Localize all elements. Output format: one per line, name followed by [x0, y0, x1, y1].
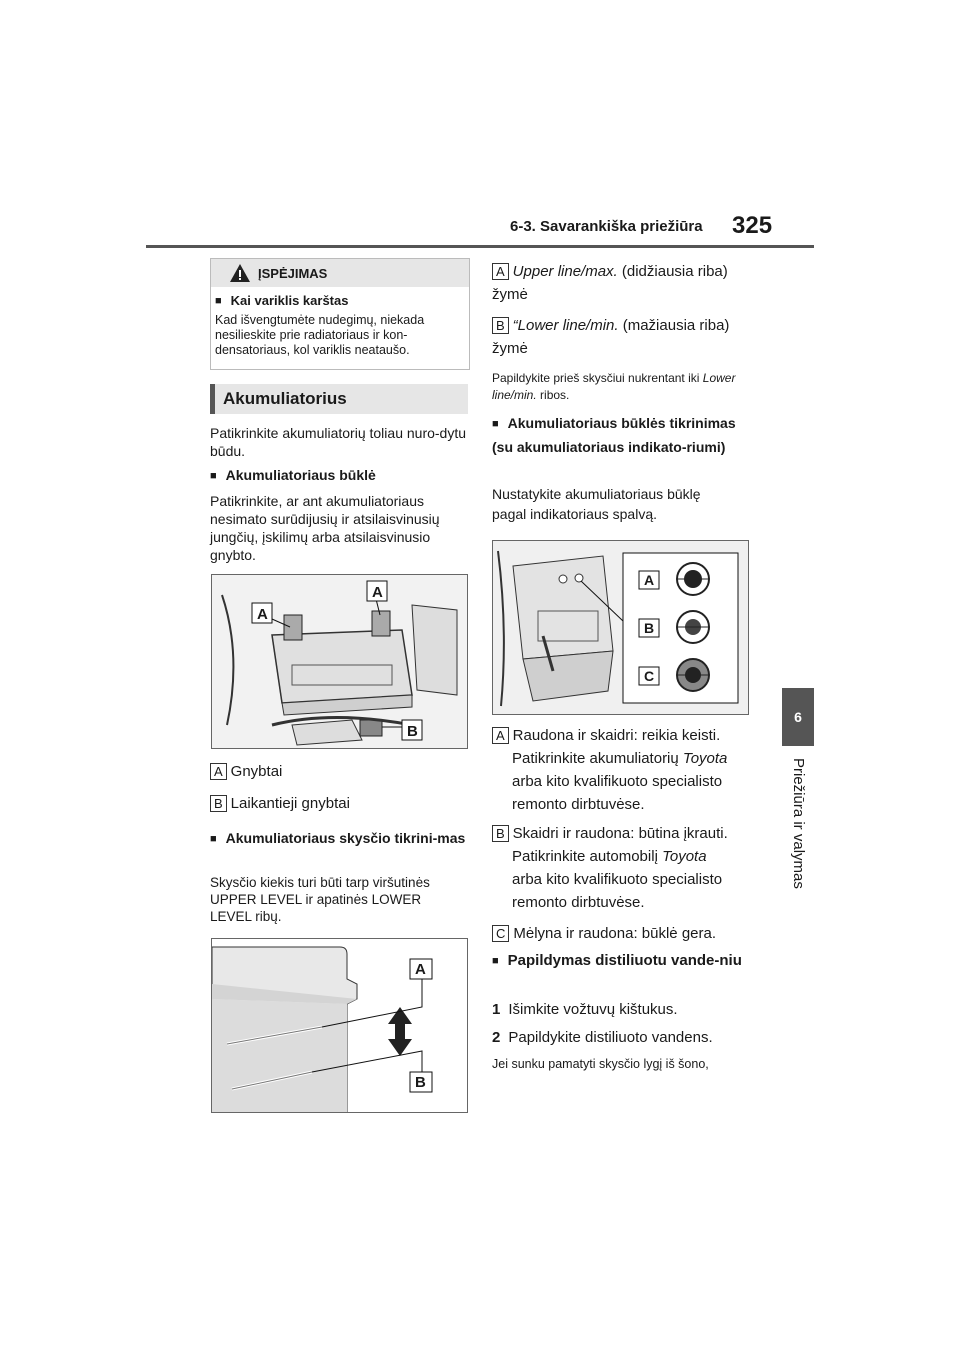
- mark-a: [492, 260, 754, 306]
- figure-label: A: [257, 606, 268, 623]
- indicator-a-brand: Toyota: [682, 750, 728, 767]
- figure-label: B: [407, 723, 418, 740]
- mark-b-box: B: [492, 317, 509, 334]
- intro-text: Patikrinkite akumuliatorių toliau nuro-dytu būdu.: [210, 425, 467, 459]
- fluid-level-figure: [211, 938, 468, 1113]
- indicator-c-box: C: [492, 925, 509, 942]
- heading-battery-condition: ■ Akumuliatoriaus būklė: [210, 466, 376, 486]
- step-2-text: Papildykite distiliuoto vandens.: [508, 1029, 713, 1046]
- warning-header: [211, 259, 469, 287]
- indicator-item-b: [492, 822, 754, 914]
- section-heading: [210, 384, 468, 414]
- heading-distilled-water: ■ Papildymas distiliuotu vande-niu: [492, 950, 754, 973]
- indicator-b-brand: Toyota: [662, 848, 707, 865]
- legend-a: [210, 760, 282, 783]
- warning-box: [210, 258, 470, 370]
- page-number: 325: [732, 212, 773, 239]
- battery-condition-text: Patikrinkite, ar ant akumuliatoriaus nesimato surūdijusių ir atsilaisvinusių jungčių, įskilimų arba atsilaisvinusio gnybto.: [210, 493, 440, 563]
- chapter-title: Priežiūra ir valymas: [790, 758, 807, 889]
- heading-fluid-check: ■ Akumuliatoriaus skysčio tikrini-mas: [210, 826, 466, 852]
- indicator-item-c: [492, 922, 754, 945]
- mark-b: [492, 314, 754, 360]
- figure-label: C: [644, 668, 655, 684]
- section-heading-text: Akumuliatorius: [223, 389, 347, 408]
- indicator-b-check: Patikrinkite automobilį: [512, 848, 658, 865]
- indicator-b-box: B: [492, 825, 509, 842]
- indicator-a-line3: arba kito kvalifikuoto specialisto remonto dirbtuvėse.: [512, 773, 723, 813]
- indicator-b-status: Skaidri ir raudona: būtina įkrauti.: [512, 825, 728, 842]
- legend-b-box: B: [210, 795, 227, 812]
- chapter-tab: 6: [782, 688, 814, 746]
- figure-label: B: [644, 620, 655, 636]
- mark-a-label: Upper line/max.: [512, 263, 618, 280]
- step-1: [492, 998, 678, 1021]
- refill-note-pre: Papildykite prieš skysčiui nukrentant iki: [492, 371, 700, 385]
- figure-label: A: [644, 572, 655, 588]
- battery-indicator-figure: [492, 540, 749, 715]
- indicator-check-text: Nustatykite akumuliatoriaus būklę pagal indikatoriaus spalvą.: [492, 486, 701, 522]
- indicator-a-check: Patikrinkite akumuliatorių: [512, 750, 679, 767]
- figure-label: B: [415, 1074, 426, 1091]
- section-title: 6-3. Savarankiška priežiūra: [510, 218, 703, 235]
- figure-label: A: [372, 584, 383, 601]
- step-2-number: 2: [492, 1029, 501, 1046]
- mark-b-label: “Lower line/min.: [512, 317, 619, 334]
- indicator-b-line1: [492, 822, 754, 845]
- legend-b-text: Laikantieji gnybtai: [230, 795, 350, 812]
- indicator-a-status: Raudona ir skaidri: reikia keisti.: [512, 727, 721, 744]
- indicator-b-line3: arba kito kvalifikuoto specialisto remonto dirbtuvėse.: [512, 871, 723, 911]
- figure-label: A: [415, 961, 426, 978]
- step-1-text: Išimkite vožtuvų kištukus.: [508, 1001, 678, 1018]
- indicator-a-line1: [492, 724, 754, 747]
- indicator-b-line2: [492, 845, 754, 868]
- refill-note-mark: Lower line/min.: [492, 371, 736, 402]
- indicator-c-status: Mėlyna ir raudona: būklė gera.: [513, 925, 717, 942]
- warning-title: ĮSPĖJIMAS: [258, 266, 328, 281]
- heading-indicator-check: ■ Akumuliatoriaus būklės tikrinimas (su akumuliatoriaus indikato-riumi): [492, 412, 754, 458]
- warning-subtitle: ■ Kai variklis karštas: [215, 293, 348, 308]
- mark-a-desc: (didžiausia riba) žymė: [492, 263, 728, 303]
- indicator-item-a: [492, 724, 754, 816]
- refill-note-post: ribos.: [540, 388, 570, 402]
- legend-b: [210, 792, 350, 815]
- battery-indicator-illustration: [493, 541, 748, 714]
- step-2: [492, 1026, 713, 1049]
- refill-note: [492, 370, 748, 404]
- mark-a-box: A: [492, 263, 509, 280]
- fluid-level-illustration: [212, 939, 467, 1112]
- legend-a-box: A: [210, 763, 227, 780]
- mark-b-desc: (mažiausia riba) žymė: [492, 317, 730, 357]
- header-rule: [146, 245, 814, 248]
- battery-illustration: [212, 575, 467, 748]
- fluid-check-text: Skysčio kiekis turi būti tarp viršutinės UPPER LEVEL ir apatinės LOWER LEVEL ribų.: [210, 875, 430, 924]
- legend-a-text: Gnybtai: [230, 763, 283, 780]
- warning-triangle-icon: [229, 263, 251, 283]
- step-1-number: 1: [492, 1001, 501, 1018]
- warning-body: Kad išvengtumėte nudegimų, niekada nesilieskite prie radiatoriaus ir kon-densatoriaus, kol variklis neataušo.: [215, 313, 425, 357]
- indicator-a-line2: [492, 747, 754, 770]
- indicator-a-box: A: [492, 727, 509, 744]
- fluid-side-note: Jei sunku pamatyti skysčio lygį iš šono,: [492, 1057, 709, 1071]
- battery-terminals-figure: [211, 574, 468, 749]
